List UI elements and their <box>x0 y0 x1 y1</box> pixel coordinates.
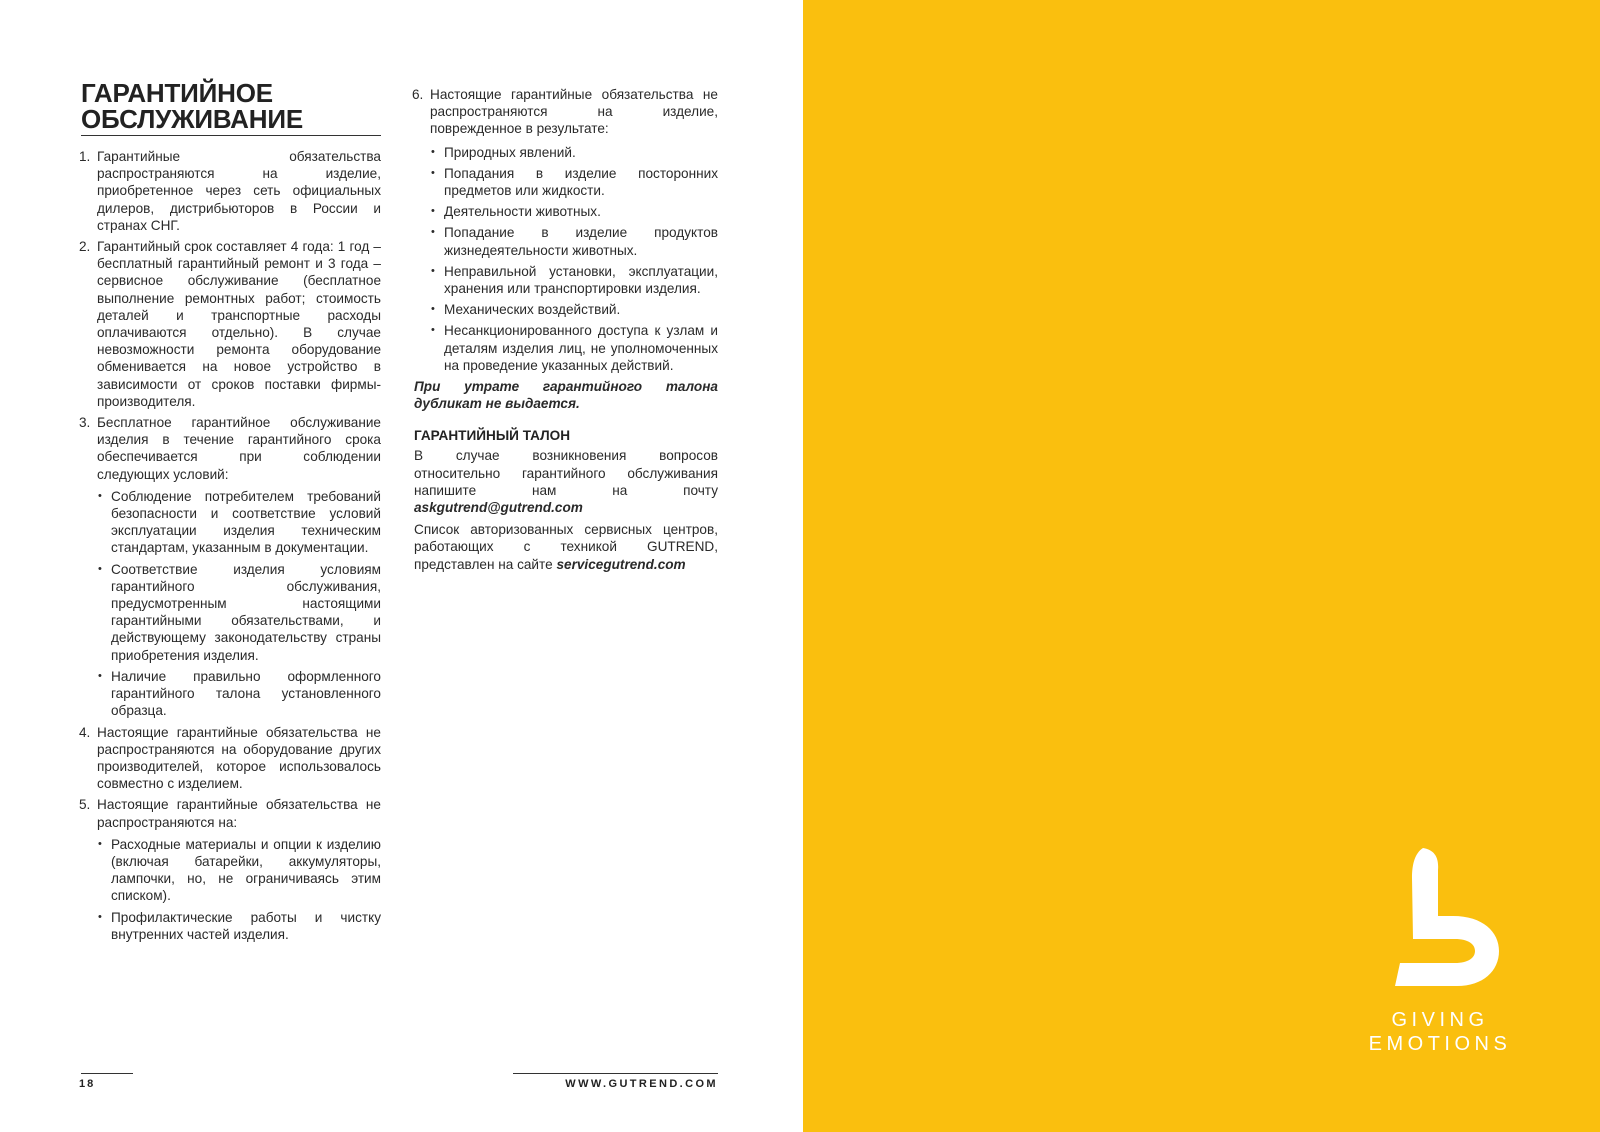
bullet-icon: • <box>431 205 435 218</box>
list-item <box>81 238 381 410</box>
bullet-icon: • <box>431 264 435 277</box>
bullet-item <box>97 668 381 720</box>
bullet-icon: • <box>98 910 102 923</box>
bullet-list <box>97 836 381 943</box>
warranty-list-continued <box>414 86 718 374</box>
list-item-number: 3. <box>79 415 91 431</box>
brand-tagline <box>1360 1008 1520 1056</box>
bullet-icon: • <box>431 166 435 179</box>
lost-coupon-note: При утрате гарантийного талона дубликат не выдается. <box>414 379 718 412</box>
column-right <box>414 86 718 578</box>
footer-divider-left <box>81 1073 133 1074</box>
list-item <box>81 414 381 719</box>
bullet-icon: • <box>431 324 435 337</box>
bullet-text: Попадание в изделие продуктов жизнедеятельности животных. <box>444 225 718 258</box>
page-title-line2: ОБСЛУЖИВАНИЕ <box>81 104 303 134</box>
coupon-heading: ГАРАНТИЙНЫЙ ТАЛОН <box>414 428 571 444</box>
bullet-text: Механических воздействий. <box>444 302 621 318</box>
support-email-link[interactable]: askgutrend@gutrend.com <box>414 500 583 516</box>
bullet-text: Неправильной установки, эксплуатации, хранения или транспортировки изделия. <box>444 263 718 297</box>
list-item-number: 1. <box>79 149 91 164</box>
list-item <box>414 86 718 374</box>
bullet-text: Несанкционированного доступа к узлам и деталям изделия лиц, не уполномоченных на проведение указанных действий. <box>444 323 718 373</box>
bullet-icon: • <box>98 489 102 502</box>
bullet-item <box>430 224 718 258</box>
bullet-item <box>430 263 718 297</box>
service-site-link[interactable]: servicegutrend.com <box>556 556 686 572</box>
bullet-icon: • <box>98 669 102 682</box>
list-item-text: Настоящие гарантийные обязательства не распространяются на изделие, поврежденное в результате: <box>430 87 718 137</box>
footer-divider-right <box>513 1073 718 1074</box>
list-item-number: 5. <box>79 797 91 813</box>
list-item-text: Бесплатное гарантийное обслуживание изделия в течение гарантийного срока обеспечивается при соблюдении следующих условий: <box>97 415 381 482</box>
footer-website-link[interactable]: WWW.GUTREND.COM <box>565 1078 718 1090</box>
coupon-contact-paragraph <box>414 447 718 516</box>
bullet-icon: • <box>431 303 435 316</box>
list-item-text: Гарантийные обязательства распространяются на изделие, приобретенное через сеть официальных дилеров, дистрибьюторов в России и странах СНГ. <box>97 149 381 233</box>
bullet-icon: • <box>98 562 102 575</box>
bullet-list <box>430 144 718 374</box>
bullet-item <box>97 909 381 943</box>
bullet-text: Профилактические работы и чистку внутренних частей изделия. <box>111 909 381 942</box>
coupon-contact-text: В случае возникновения вопросов относительно гарантийного обслуживания напишите нам на почту <box>414 448 718 498</box>
list-item-text: Гарантийный срок составляет 4 года: 1 год – бесплатный гарантийный ремонт и 3 года – сервисное обслуживание (бесплатное выполнение ремонтных работ; стоимость деталей и транспортные расходы оплачиваются отдельно). В случае невозможности ремонта оборудование обменивается на новое устройство в зависимости от сроков поставки фирмы-производителя. <box>97 239 381 409</box>
bullet-text: Природных явлений. <box>444 144 576 160</box>
gutrend-logo-icon <box>1395 848 1505 988</box>
bullet-text: Соблюдение потребителем требований безопасности и соответствие условий эксплуатации изделия техническим стандартам, указанным в документации. <box>111 488 381 556</box>
page-number: 18 <box>79 1078 96 1090</box>
bullet-item <box>430 203 718 220</box>
bullet-text: Деятельности животных. <box>444 204 601 220</box>
column-left <box>81 80 381 947</box>
bullet-item <box>97 561 381 664</box>
bullet-icon: • <box>431 226 435 239</box>
bullet-icon: • <box>431 145 435 158</box>
list-item-text: Настоящие гарантийные обязательства не распространяются на оборудование других производителей, которое использовалось совместно с изделием. <box>97 724 381 792</box>
bullet-list <box>97 488 381 720</box>
list-item-number: 2. <box>79 239 91 255</box>
bullet-text: Попадания в изделие посторонних предметов или жидкости. <box>444 165 718 199</box>
warranty-list <box>81 148 381 943</box>
bullet-item <box>97 488 381 557</box>
service-centers-text: Список авторизованных сервисных центров, работающих с техникой GUTREND, представлен на сайте <box>414 522 718 572</box>
list-item <box>81 724 381 793</box>
bullet-text: Соответствие изделия условиям гарантийного обслуживания, предусмотренным настоящими гарантийными обязательствами, и действующему законодательству страны приобретения изделия. <box>111 561 381 663</box>
bullet-icon: • <box>98 837 102 850</box>
bullet-item <box>430 165 718 199</box>
tagline-line1: GIVING <box>1391 1009 1489 1031</box>
bullet-item <box>430 301 718 318</box>
list-item-number: 6. <box>412 87 424 102</box>
list-item <box>81 148 381 234</box>
bullet-item <box>430 144 718 161</box>
service-centers-paragraph <box>414 521 718 573</box>
bullet-item <box>97 836 381 905</box>
list-item <box>81 796 381 943</box>
list-item-text: Настоящие гарантийные обязательства не распространяются на: <box>97 797 381 830</box>
page-title <box>81 80 381 136</box>
bullet-text: Наличие правильно оформленного гарантийного талона установленного образца. <box>111 668 381 719</box>
bullet-item <box>430 322 718 374</box>
page-title-line1: ГАРАНТИЙНОЕ <box>81 78 273 108</box>
list-item-number: 4. <box>79 724 91 740</box>
tagline-line2: EMOTIONS <box>1368 1033 1512 1055</box>
bullet-text: Расходные материалы и опции к изделию (включая батарейки, аккумуляторы, лампочки, но, не ограничиваясь этим списком). <box>111 836 381 904</box>
